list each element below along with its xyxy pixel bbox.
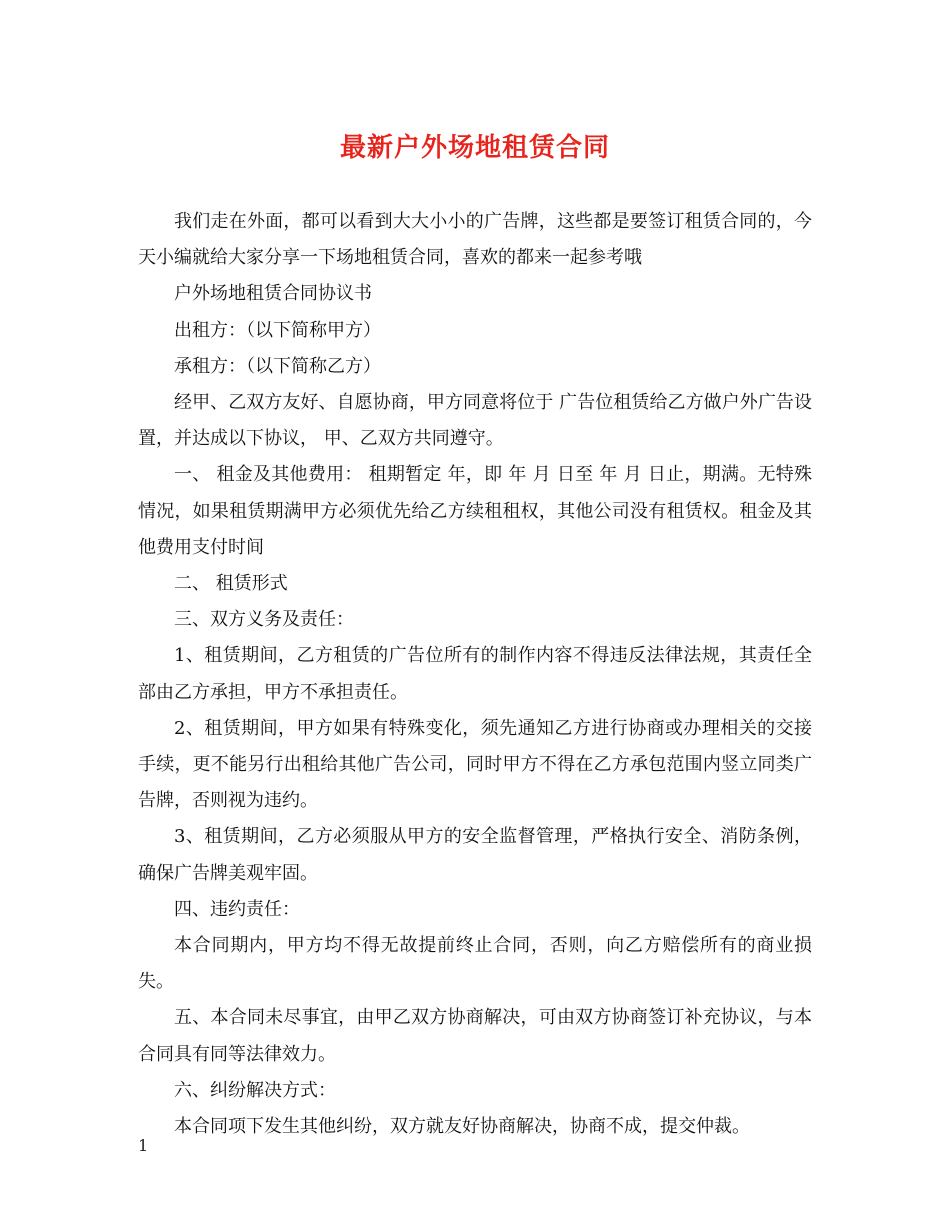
document-title: 最新户外场地租赁合同 <box>339 133 610 163</box>
section-dispute-heading: 六、纠纷解决方式： <box>174 1079 336 1101</box>
agreement-heading: 户外场地租赁合同协议书 <box>174 283 372 305</box>
page-number: 1 <box>138 1136 149 1155</box>
intro-paragraph: 我们走在外面，都可以看到大大小小的广告牌，这些都是要签订租赁合同的，今天小编就给大家分享一下场地租赁合同，喜欢的都来一起参考哦 <box>138 211 812 269</box>
agreement-preamble: 经甲、乙双方友好、自愿协商，甲方同意将位于 广告位租赁给乙方做户外广告设置，并达成以下协议， 甲、乙双方共同遵守。 <box>138 392 812 450</box>
section-obligations-heading: 三、双方义务及责任： <box>174 609 354 631</box>
breach-paragraph: 本合同期内，甲方均不得无故提前终止合同，否则，向乙方赔偿所有的商业损失。 <box>138 935 812 993</box>
obligation-item-2: 2、租赁期间，甲方如果有特殊变化，须先通知乙方进行协商或办理相关的交接手续，更不能另行出租给其他广告公司，同时甲方不得在乙方承包范围内竖立同类广告牌，否则视为违约。 <box>138 717 812 812</box>
section-lease-form: 二、 租赁形式 <box>174 573 288 595</box>
section-rent-and-fees: 一、 租金及其他费用： 租期暂定 年，即 年 月 日至 年 月 日止，期满。无特殊情况，如果租赁期满甲方必须优先给乙方续租租权，其他公司没有租赁权。租金及其他费用支付时间 <box>138 464 812 558</box>
lessee-line: 承租方：（以下简称乙方） <box>174 355 381 377</box>
obligation-item-1: 1、租赁期间，乙方租赁的广告位所有的制作内容不得违反法律法规，其责任全部由乙方承担，甲方不承担责任。 <box>138 645 812 703</box>
section-breach-heading: 四、违约责任： <box>174 898 300 920</box>
document-body <box>138 204 812 1145</box>
lessor-line: 出租方：（以下简称甲方） <box>174 319 381 341</box>
section-supplementary: 五、本合同未尽事宜，由甲乙双方协商解决，可由双方协商签订补充协议，与本合同具有同等法律效力。 <box>138 1007 812 1065</box>
dispute-paragraph: 本合同项下发生其他纠纷，双方就友好协商解决，协商不成，提交仲裁。 <box>174 1116 750 1138</box>
obligation-item-3: 3、租赁期间，乙方必须服从甲方的安全监督管理，严格执行安全、消防条例，确保广告牌美观牢固。 <box>138 826 812 884</box>
